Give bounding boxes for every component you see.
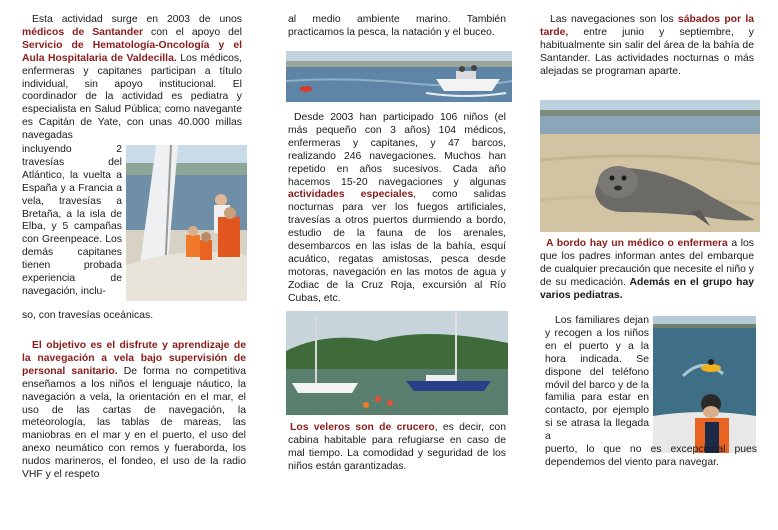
stats-highlight-activities: actividades especiales (288, 189, 414, 201)
intro-text-middle: con el apoyo del (143, 26, 242, 38)
stats-text-start: Desde 2003 han participado 106 niños (el más pequeño con 3 años) 104 médicos, enfermeras y capitanes, y 47 barcos, realizando 246 navegaciones. Muchos han repetido en años sucesivos. Cada año hacemos 15-20 navegaciones y algunas (288, 112, 506, 188)
boats-highlight: Los veleros son de crucero (290, 422, 435, 433)
col2-stats (288, 112, 506, 306)
intro-text-start: Esta actividad surge en 2003 de unos (32, 14, 242, 25)
intro-text-end: Los médicos, enfermeras y capitanes participan a título individual, sin apoyo institucional. El coordinador de la actividad es pediatra y especialista en Salud Pública; como navegante es Capitán de Yate, con unas 40.000 millas navegadas (22, 52, 242, 142)
stats-text-end: , como salidas nocturnas para ver los fuegos artificiales, travesías a otros puertos durmiendo a bordo, estudio de la fauna de los arenales, desembarcos en las islas de la bahía, esquí acuático, regatas amistosas, pesca desde motoras, navegación en las motos de agua y Zodiac de la Cruz Roja, excursión al Río Cubas, etc. (288, 189, 506, 304)
col3-medic (540, 238, 754, 303)
sailing-crew-photo (126, 145, 247, 301)
seal-on-beach-photo (540, 100, 760, 232)
boats-text: , es decir, con cabina habitable para refugiarse en caso de mal tiempo. La comodidad y seguridad de los niños están garantizadas. (288, 422, 506, 472)
schedule-text-start: Las navegaciones son los (550, 14, 678, 25)
col3-family-tail: puerto, lo que no es excepcional pues dependemos del viento para navegar. (545, 444, 757, 468)
schedule-text-end: entre junio y septiembre, y habitualmente sin salir del área de la bahía de Santander. Las actividades nocturnas o más alejadas se programan aparte. (540, 26, 754, 77)
col1-wrap-text: incluyendo 2 travesías del Atlántico, la vuelta a España y a Francia a vela, travesías a Bretaña, a la isla de Elba, y 5 campañas con Greenpeace. Los demás capitanes tienen probada experiencia de navegación, inclu- (22, 144, 122, 297)
col2-top-text: al medio ambiente marino. También practicamos la pesca, la natación y el buceo. (288, 14, 506, 38)
medic-pediatricians-note: Además en el grupo hay varios pediatras. (540, 276, 754, 301)
child-on-boat-photo (653, 316, 756, 453)
intro-highlight-doctors: médicos de Santander (22, 26, 144, 38)
col3-family-wrap: Los familiares dejan y recogen a los niños en el puerto y a la hora indicada. Se dispone del teléfono móvil del barco y de la familia para estar en contacto, por ejemplo si se atrasa la llegada a (545, 315, 649, 443)
objective-highlight: El objetivo es el disfrute y aprendizaje de la navegación a vela bajo supervisión de personal sanitario. (22, 340, 246, 377)
medic-highlight: A bordo hay un médico o enfermera (546, 238, 728, 249)
objective-text: De forma no competitiva enseñamos a los niños el lenguaje náutico, la navegación a vela, la orientación en el mar, el uso de las cartas de navegación, la meteorología, las tablas de mareas, las maniobras en el mar y en el puerto, el uso del anexo neumático con remos y fueraborda, los nudos marineros, el fondeo, el uso de la radio VHF y el respeto (22, 365, 247, 481)
col1-intro (22, 14, 242, 143)
sailboats-photo (286, 311, 508, 415)
schedule-highlight: sábados por la tarde, (540, 14, 754, 38)
motorboat-photo (286, 51, 512, 102)
medic-text: a los que los padres informan antes del embarque de cualquier precaución que necesite el niño y de su medicación. (540, 238, 754, 288)
intro-highlight-service: Servicio de Hematología-Oncología y el Aula Hospitalaria de Valdecilla. (22, 39, 242, 64)
col3-schedule (540, 14, 754, 79)
col1-objective (22, 340, 246, 482)
col1-wrap-tail: so, con travesías oceánicas. (22, 310, 154, 321)
col2-boats (288, 422, 506, 474)
